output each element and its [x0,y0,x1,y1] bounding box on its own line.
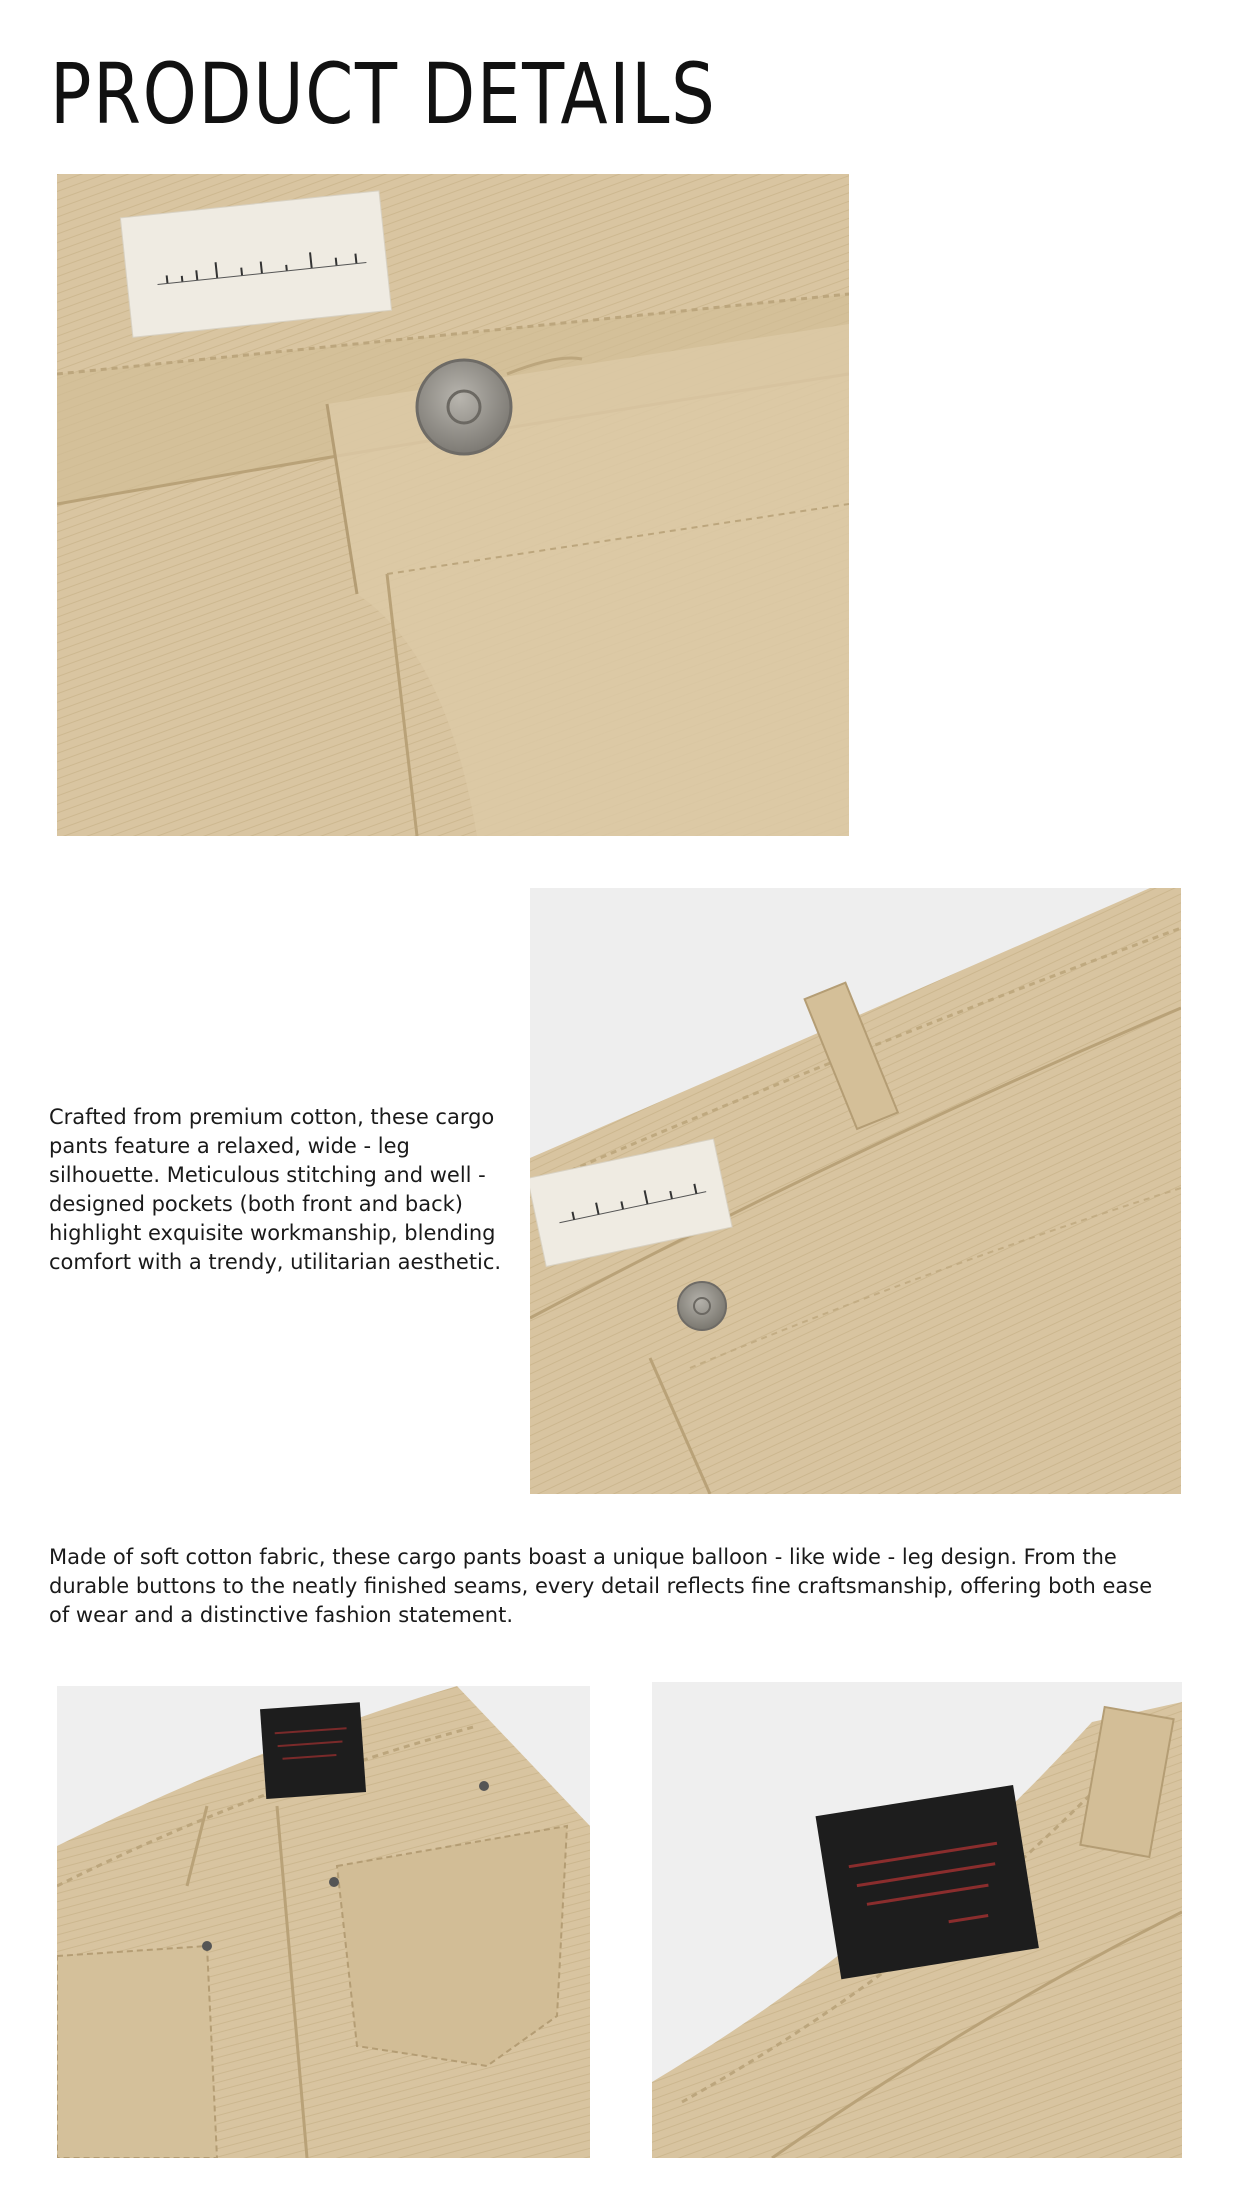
page-title: PRODUCT DETAILS [50,45,717,143]
product-photo-side-waistband [530,888,1181,1494]
product-description-2: Made of soft cotton fabric, these cargo pants boast a unique balloon - like wide - leg design. From the durable buttons to the neatly finished seams, every detail reflects fine craftsmanship, offering both ease of wear and a distinctive fashion statement. [49,1545,1153,1627]
product-photo-front-waistband [57,174,849,836]
product-photo-back-pockets [57,1686,590,2158]
product-description-1: Crafted from premium cotton, these cargo pants feature a relaxed, wide - leg silhouette. Meticulous stitching and well - designed pockets (both front and back) highlight exquisite workmanship, blending comfort with a trendy, utilitarian aesthetic. [49,1105,502,1274]
product-photo-leather-patch [652,1682,1182,2158]
